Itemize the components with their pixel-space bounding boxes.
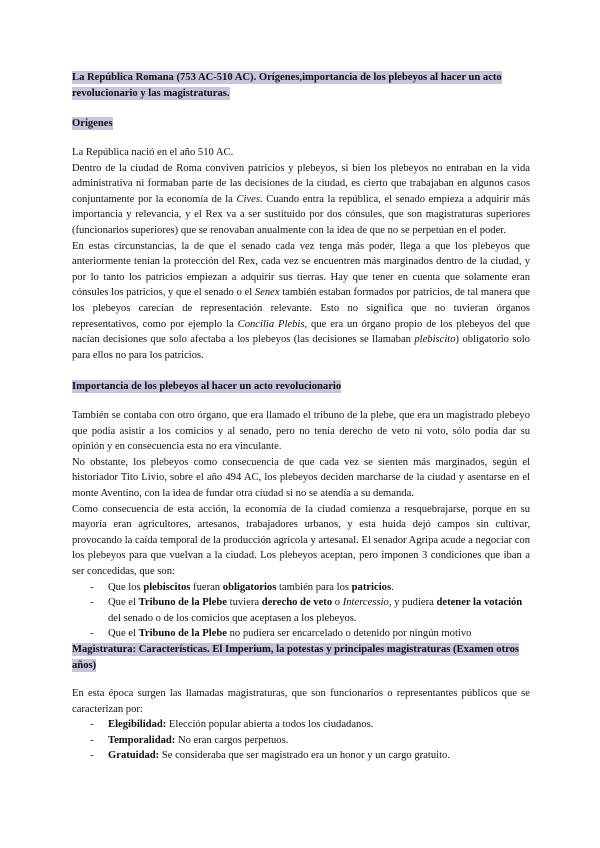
text-run: No eran cargos perpetuos. (175, 734, 289, 746)
list-item (72, 595, 530, 626)
list-item (72, 717, 530, 733)
text-run: también para los (276, 581, 352, 593)
list-bullet: - (90, 719, 94, 731)
text-run: del senado o de los comicios que aceptasen a los plebeyos. (108, 612, 357, 624)
bold-run: detener la votación (436, 597, 523, 609)
text-run: . Cuando entra la república, el senado empieza a adquirir más importancia y relevancia, y el Rex va a ser sustituido por dos cónsules, que son magistraturas superiores (funcionarios superiores) que se renovaban anualmente con la idea de que no se perpetúan en el poder. (72, 193, 530, 236)
origenes-body (72, 145, 530, 363)
origenes-heading-block (72, 116, 530, 132)
importancia-paragraph-1: También se contaba con otro órgano, que era llamado el tribuno de la plebe, que era un magistrado plebeyo que podía asistir a los comicios y al senado, pero no tenía derecho de veto ni voto, sólo podía dar su opinión y en consecuencia esta no era vinculante. (72, 410, 530, 453)
bold-run: derecho de veto (261, 597, 333, 609)
origenes-paragraph-3 (72, 239, 530, 364)
document-title-block (72, 70, 530, 101)
text-run: Dentro de la ciudad de Roma conviven patricios y plebeyos, si bien los plebeyos no entraban en la vida administrativa ni formaban parte de las decisiones de la ciudad, es cierto que trabajaban en algunos casos conjuntamente por la economía de la (72, 162, 530, 205)
bold-run: patricios (351, 581, 392, 593)
list-bullet: - (90, 581, 94, 593)
origenes-paragraph-2 (72, 161, 530, 239)
document-title: La República Romana (753 AC-510 AC). Orígenes,importancia de los plebeyos al hacer un acto revolucionario y las magistraturas. (72, 72, 502, 99)
text-run: Elección popular abierta a todos los ciudadanos. (166, 719, 374, 731)
bold-run: Temporalidad: (108, 734, 176, 746)
text-run: fueran (190, 581, 223, 593)
term-senex: Senex (254, 287, 280, 299)
text-run: ) obligatorio solo para ellos no para los patricios. (72, 334, 530, 361)
importancia-heading-block (72, 379, 530, 395)
bold-run: Tribuno de la Plebe (138, 597, 227, 609)
text-run: también estaban formados por patricios, de tal manera que los plebeyos carecían de representación relevante. Esto no significa que no tuvieran órganos representativos, como por ejemplo la (72, 287, 530, 330)
characteristics-list (72, 717, 530, 764)
list-item (72, 748, 530, 764)
list-item (72, 580, 530, 596)
origenes-paragraph-1: La República nació en el año 510 AC. (72, 147, 234, 158)
list-bullet: - (90, 734, 94, 746)
magistratura-paragraph-1: En esta época surgen las llamadas magistraturas, que son funcionarios o representantes públicos que se caracterizan por: (72, 688, 530, 715)
importancia-paragraph-2: No obstante, los plebeyos como consecuencia de que cada vez se sienten más marginados, según el historiador Tito Livio, sobre el año 494 AC, los plebeyos deciden marcharse de la ciudad y asentarse en el monte Aventino, con la idea de fundar otra ciudad si no se atendía a su demanda. (72, 456, 530, 499)
bold-run: obligatorios (222, 581, 277, 593)
magistratura-heading-block (72, 642, 530, 673)
list-bullet: - (90, 597, 94, 609)
italic-run: Intercessio (342, 597, 389, 609)
text-run: o (332, 597, 343, 609)
importancia-body (72, 408, 530, 642)
term-cives: Cives (236, 193, 261, 205)
bold-run: Gratuidad: (108, 750, 160, 762)
text-run: Se consideraba que ser magistrado era un honor y un cargo gratuito. (159, 750, 450, 762)
term-plebiscito: plebiscito (414, 334, 456, 346)
text-run: tuviera (226, 597, 262, 609)
list-item (72, 626, 530, 642)
text-run: En estas circunstancias, la de que el senado cada vez tenga más poder, llega a que los plebeyos que anteriormente tenían la protección del Rex, cada vez se encuentren más marginados dentro de la ciudad, y por lo tanto los patricios empiezan a adquirir sus tierras. Hay que tener en cuenta que solamente eran cónsules los patricios, y que el senado o el (72, 240, 530, 299)
bold-run: Tribuno de la Plebe (138, 628, 227, 640)
bold-run: plebiscitos (143, 581, 191, 593)
list-bullet: - (90, 628, 94, 640)
importancia-heading: Importancia de los plebeyos al hacer un acto revolucionario (72, 381, 342, 392)
conditions-list (72, 580, 530, 642)
text-run: Que el (108, 628, 139, 640)
importancia-paragraph-3: Como consecuencia de esta acción, la economía de la ciudad comienza a resquebrajarse, porque en su mayoría eran agricultores, artesanos, trabajadores urbanos, y esta huida dejó campos sin cultivar, provocando la caída temporal de la producción agrícola y artesanal. El senador Agripa acude a negociar con los plebeyos para que vuelvan a la ciudad. Los plebeyos aceptan, pero imponen 3 condiciones que iban a ser concedidas, que son: (72, 503, 530, 577)
text-run: que era un órgano propio de los plebeyos del que nacían decisiones que solo afectaba a los plebeyos (las decisiones se llamaban (72, 318, 530, 346)
text-run: Que el (108, 597, 139, 609)
magistratura-heading: Magistratura: Características. El Imperium, la potestas y principales magistraturas (Examen otros años) (72, 644, 520, 671)
list-item (72, 733, 530, 749)
text-run: Que los (108, 581, 144, 593)
text-run: , y pudiera (388, 597, 437, 609)
text-run: no pudiera ser encarcelado o detenido por ningún motivo (226, 628, 472, 640)
bold-run: Elegibilidad: (108, 719, 167, 731)
text-run: . (391, 581, 394, 593)
magistratura-body (72, 686, 530, 764)
list-bullet: - (90, 750, 94, 762)
origenes-heading: Orígenes (72, 118, 113, 129)
term-concilia-plebis: Concilia Plebis, (237, 318, 308, 330)
